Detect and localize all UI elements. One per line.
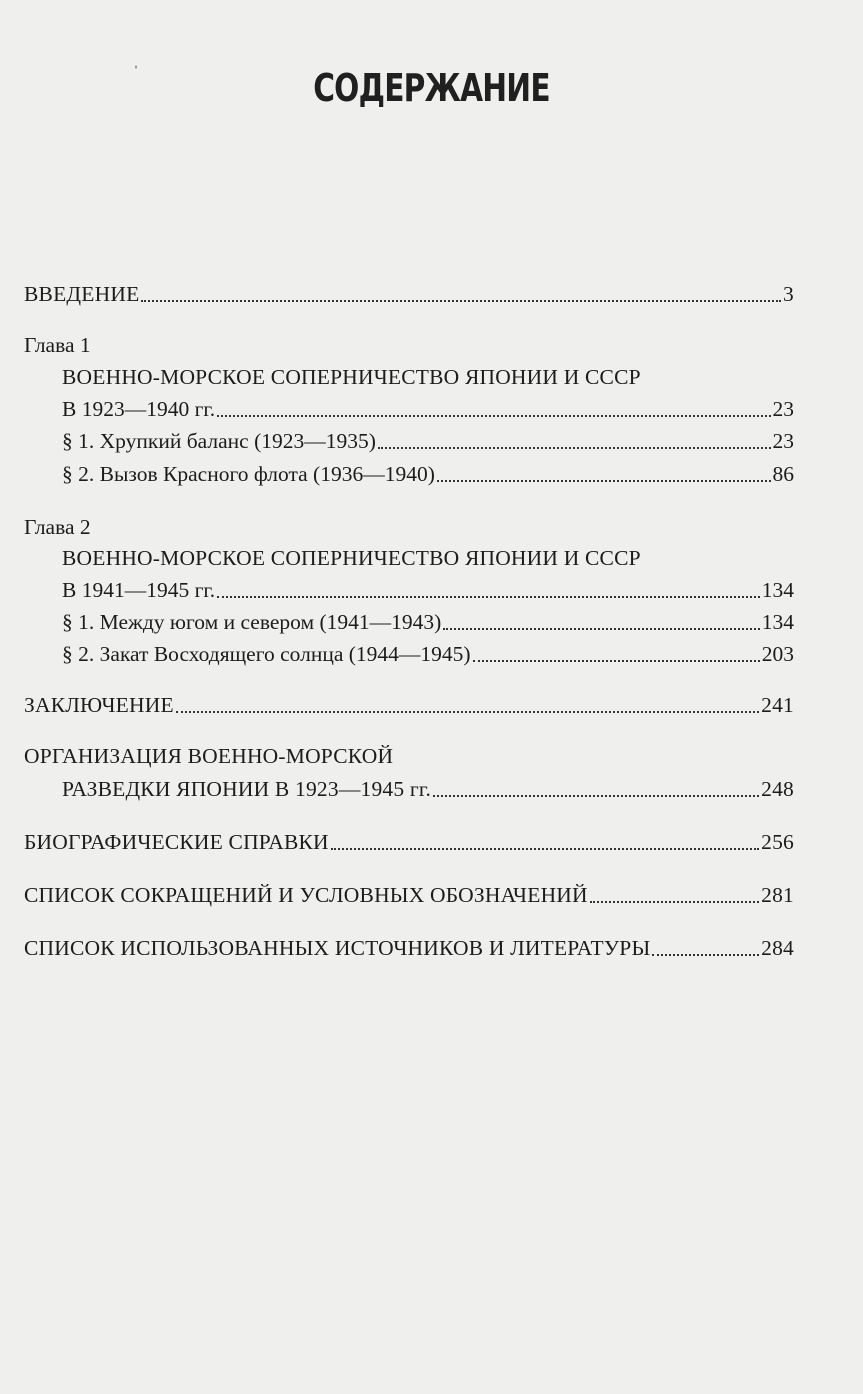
dot-leader	[176, 710, 759, 713]
toc-entry-label: РАЗВЕДКИ ЯПОНИИ В 1923—1945 гг.	[62, 777, 432, 801]
toc-page-number: 3	[783, 282, 794, 306]
toc-entry-label: § 1. Между югом и севером (1941—1943)	[62, 610, 442, 634]
toc-entry-conclusion[interactable]	[24, 690, 794, 720]
dot-leader	[437, 479, 771, 482]
toc-entry-chapter-1[interactable]	[62, 394, 794, 424]
toc-entry-organization-line1: ОРГАНИЗАЦИЯ ВОЕННО-МОРСКОЙ	[24, 744, 394, 768]
toc-page-number: 23	[772, 397, 794, 421]
toc-page-number: 203	[761, 642, 794, 666]
page-title: СОДЕРЖАНИЕ	[313, 66, 550, 110]
toc-entry-chapter-2[interactable]	[62, 575, 794, 605]
toc-page-number: 256	[761, 830, 794, 854]
toc-page-number: 86	[772, 462, 794, 486]
toc-entry-label: § 1. Хрупкий баланс (1923—1935)	[62, 429, 376, 453]
dot-leader	[378, 446, 771, 449]
toc-entry-biographies[interactable]	[24, 827, 794, 857]
toc-entry-label: ВВЕДЕНИЕ	[24, 282, 140, 306]
toc-entry-label: § 2. Закат Восходящего солнца (1944—1945)	[62, 642, 471, 666]
toc-entry-chapter-2-section-1[interactable]	[62, 607, 794, 637]
toc-entry-label: ЗАКЛЮЧЕНИЕ	[24, 693, 174, 717]
chapter-1-label: Глава 1	[24, 333, 91, 357]
chapter-1-title: ВОЕННО-МОРСКОЕ СОПЕРНИЧЕСТВО ЯПОНИИ И СССР	[62, 365, 641, 389]
toc-page-number: 23	[772, 429, 794, 453]
toc-entry-chapter-2-section-2[interactable]	[62, 639, 794, 669]
toc-entry-label: В 1923—1940 гг.	[62, 397, 216, 421]
toc-page-number: 134	[761, 610, 794, 634]
dot-leader	[473, 659, 760, 662]
toc-entry-sources[interactable]	[24, 933, 794, 963]
toc-page-number: 241	[761, 693, 794, 717]
toc-entry-intro[interactable]	[24, 279, 794, 309]
dot-leader	[590, 900, 759, 903]
toc-entry-label: СПИСОК ИСПОЛЬЗОВАННЫХ ИСТОЧНИКОВ И ЛИТЕРАТУРЫ	[24, 936, 651, 960]
dot-leader	[443, 627, 759, 630]
toc-entry-chapter-1-section-1[interactable]	[62, 426, 794, 456]
ink-mark: ˈ	[133, 62, 139, 82]
dot-leader	[652, 953, 759, 956]
toc-entry-abbreviations[interactable]	[24, 880, 794, 910]
dot-leader	[141, 299, 781, 302]
toc-page-number: 284	[761, 936, 794, 960]
toc-entry-label: БИОГРАФИЧЕСКИЕ СПРАВКИ	[24, 830, 329, 854]
toc-page-number: 248	[761, 777, 794, 801]
toc-entry-chapter-1-section-2[interactable]	[62, 459, 794, 489]
dot-leader	[217, 414, 770, 417]
toc-entry-label: В 1941—1945 гг.	[62, 578, 216, 602]
chapter-2-label: Глава 2	[24, 515, 91, 539]
toc-entry-organization[interactable]	[62, 774, 794, 804]
chapter-2-title: ВОЕННО-МОРСКОЕ СОПЕРНИЧЕСТВО ЯПОНИИ И СССР	[62, 546, 641, 570]
toc-entry-label: СПИСОК СОКРАЩЕНИЙ И УСЛОВНЫХ ОБОЗНАЧЕНИЙ	[24, 883, 588, 907]
toc-entry-label: § 2. Вызов Красного флота (1936—1940)	[62, 462, 435, 486]
toc-page-number: 281	[761, 883, 794, 907]
toc-page-number: 134	[761, 578, 794, 602]
dot-leader	[433, 794, 759, 797]
dot-leader	[331, 847, 759, 850]
dot-leader	[217, 595, 760, 598]
